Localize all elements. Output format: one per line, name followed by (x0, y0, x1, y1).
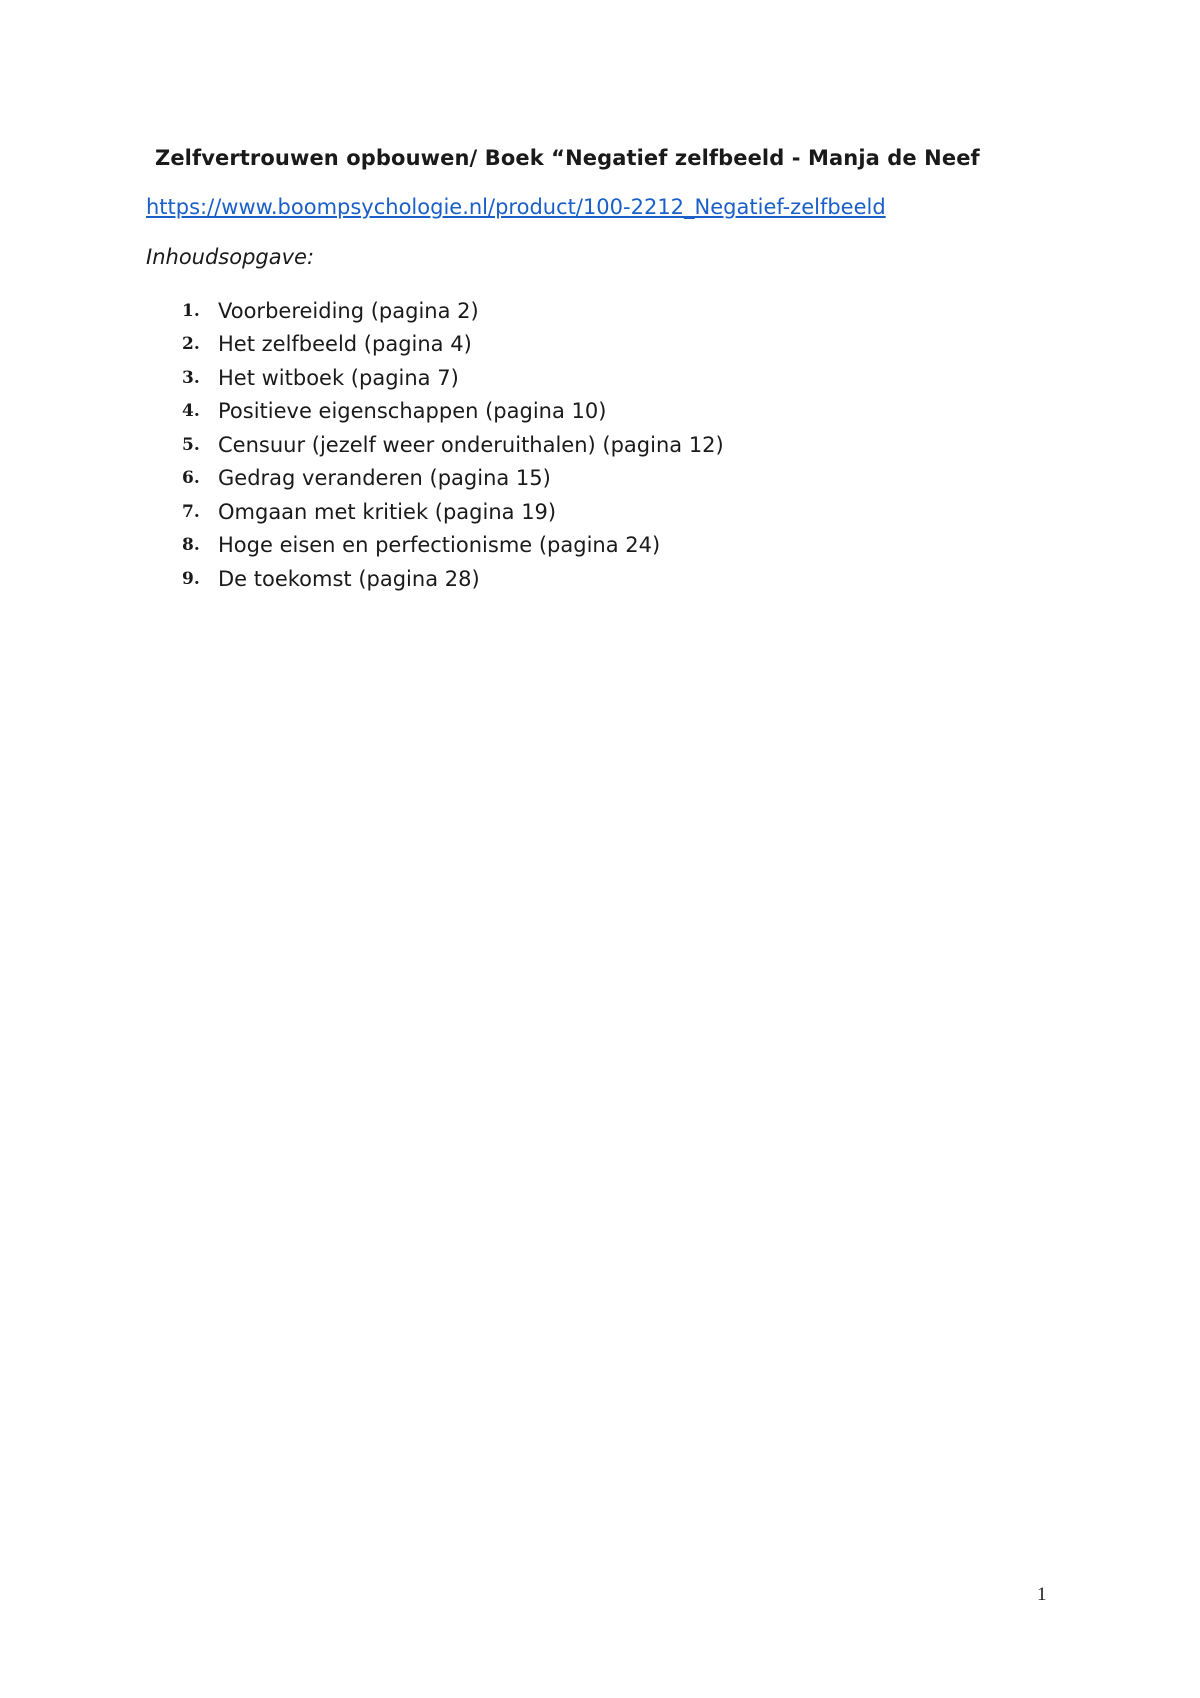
toc-item-number: 2. (182, 334, 200, 355)
toc-item-number: 4. (182, 401, 200, 422)
toc-item-number: 8. (182, 535, 200, 556)
toc-item-omgaan-met-kritiek (146, 495, 724, 529)
toc-item-text: Voorbereiding (pagina 2) (218, 298, 479, 323)
page-number: 1 (1037, 1584, 1047, 1605)
toc-item-hoge-eisen (146, 529, 724, 563)
toc-item-voorbereiding (146, 294, 724, 328)
book-link[interactable]: https://www.boompsychologie.nl/product/100-2212_Negatief-zelfbeeld (146, 195, 886, 219)
table-of-contents (146, 294, 724, 596)
toc-item-number: 6. (182, 468, 200, 489)
document-title: Zelfvertrouwen opbouwen/ Boek “Negatief zelfbeeld - Manja de Neef (155, 146, 980, 170)
toc-item-text: Het witboek (pagina 7) (218, 365, 459, 390)
toc-heading: Inhoudsopgave: (146, 245, 315, 269)
toc-item-text: De toekomst (pagina 28) (218, 566, 480, 591)
toc-item-text: Censuur (jezelf weer onderuithalen) (pagina 12) (218, 432, 724, 457)
toc-item-number: 1. (182, 300, 200, 321)
toc-item-text: Positieve eigenschappen (pagina 10) (218, 399, 607, 424)
toc-item-number: 5. (182, 434, 200, 455)
toc-item-number: 3. (182, 367, 200, 388)
toc-item-text: Hoge eisen en perfectionisme (pagina 24) (218, 533, 661, 558)
toc-item-text: Het zelfbeeld (pagina 4) (218, 332, 472, 357)
toc-item-het-zelfbeeld (146, 328, 724, 362)
toc-item-positieve-eigenschappen (146, 395, 724, 429)
toc-item-censuur (146, 428, 724, 462)
toc-item-het-witboek (146, 361, 724, 395)
toc-item-gedrag-veranderen (146, 462, 724, 496)
toc-item-number: 9. (182, 568, 200, 589)
toc-item-number: 7. (182, 501, 200, 522)
toc-item-de-toekomst (146, 562, 724, 596)
toc-item-text: Omgaan met kritiek (pagina 19) (218, 499, 557, 524)
toc-item-text: Gedrag veranderen (pagina 15) (218, 466, 551, 491)
